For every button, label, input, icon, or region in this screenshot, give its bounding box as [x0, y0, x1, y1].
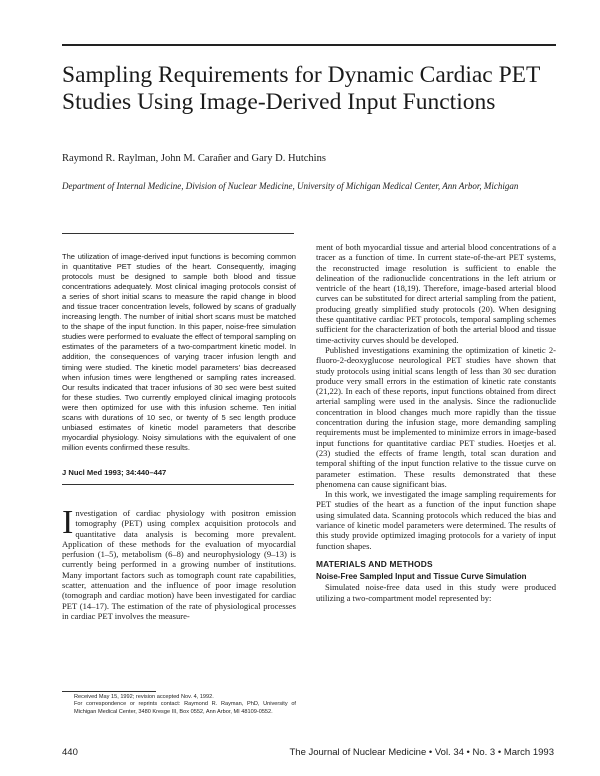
drop-cap: I: [62, 504, 74, 541]
body-paragraph-continued: ment of both myocardial tissue and arterial blood concentrations of a tracer as a function of time. In current state-of-the-art PET systems, the reconstructed image resolution is sufficient to enable the delineation of the radionuclide concentrations in the left atrium or ventricle of the heart (18,19). Therefore, image-based arterial blood curves can be substituted for direct arterial sampling from the patient, producing greatly simplified study protocols (20). When designing these quantitative cardiac PET protocols, temporal sampling schemes sufficient for the characterization of both the arterial blood and tissue time-activity curves should be developed.: [316, 242, 556, 345]
footnote-rule: [62, 691, 156, 692]
intro-paragraph-text: nvestigation of cardiac physiology with positron emission tomography (PET) using complex acquisition protocols and quantitative data analysis is becoming more prevalent. Application of these methods for the evaluation of myocardial perfusion (1–5), metabolism (6–8) and neurophysiology (9–13) is currently being performed in a growing number of institutions. Many important factors such as tomograph count rate capabilities, scatter, attenuation and the influence of poor image resolution (tomograph and cardiac motion) have been investigated for cardiac PET (14–17). The estimation of the rate of physiological processes in cardiac PET involves the measure-: [62, 508, 296, 621]
body-paragraph: In this work, we investigated the image sampling requirements for PET studies of the heart as a function of the input function shape using simulated data. Scanning protocols which reduced the bias and variance of kinetic model parameters were determined. The results of this study provide optimized imaging protocols for a variety of input function shapes.: [316, 489, 556, 551]
footnote: [62, 694, 296, 716]
journal-citation: J Nucl Med 1993; 34:440–447: [62, 468, 167, 477]
section-heading: MATERIALS AND METHODS: [316, 558, 433, 569]
intro-paragraph: [62, 504, 296, 621]
article-affiliation: Department of Internal Medicine, Division of Nuclear Medicine, University of Michigan Medical Center, Ann Arbor, Michigan: [62, 181, 519, 191]
top-rule: [62, 44, 556, 46]
article-title: Sampling Requirements for Dynamic Cardiac PET Studies Using Image-Derived Input Functions: [62, 62, 540, 115]
abstract-bottom-rule: [62, 484, 294, 485]
abstract-text: The utilization of image-derived input functions is becoming common in quantitative PET studies of the heart. Consequently, imaging protocols must be designed to sample both blood and tissue concentrations adequately. Most clinical imaging protocols consist of a series of short initial scans to measure the rapid change in blood and tissue tracer concentration levels, followed by scans of gradually increasing length. The number of initial short scans must be matched to the shape of the input function. In this paper, noise-free simulation studies were performed to evaluate the effect of temporal sampling on estimates of the parameters of a two-compartment kinetic model. In addition, the consequences of varying tracer infusion length and timing were studied. The kinetic model parameters' bias decreased when infusion times were lengthened or sampling rates increased. Our results indicated that tracer infusions of 30 sec were best suited for these studies. Two currently employed clinical imaging protocols were then optimized for use with this infusion scheme. Ten initial scans with durations of 10 sec, or twenty of 5 sec length produce unbiased estimates of kinetic model parameters that describe myocardial physiology. Noisy simulations with the equivalent of one million events confirmed these results.: [62, 252, 296, 452]
article-authors: Raymond R. Raylman, John M. Carañer and Gary D. Hutchins: [62, 153, 326, 164]
subsection-heading: Noise-Free Sampled Input and Tissue Curve Simulation: [316, 571, 527, 581]
abstract-top-rule: [62, 233, 294, 234]
page-number: 440: [62, 747, 78, 758]
footnote-received: Received May 15, 1992; revision accepted Nov. 4, 1992.: [74, 694, 214, 700]
body-paragraph: Simulated noise-free data used in this study were produced utilizing a two-compartment model represented by:: [316, 582, 556, 603]
right-column: [316, 242, 556, 603]
body-paragraph: Published investigations examining the optimization of kinetic 2-fluoro-2-deoxyglucose neurological PET studies have shown that study protocols using initial scans length of less than 30 sec duration produce very small errors in the estimation of kinetic rate constants (21,22). In each of these reports, input functions obtained from direct arterial sampling were used in the analysis. Since the radionuclide concentration in blood changes much more rapidly than the tissue concentration during the infusion stage, more demanding sampling requirements must be implemented to minimize errors in image-based input functions for quantitative cardiac PET studies. Hoetjes et al. (23) studied the effects of frame length, total scan duration and temporal shifting of the input function relative to the tissue curve on parameter estimation. These results demonstrated that these phenomena can cause significant bias.: [316, 344, 556, 489]
running-footer: The Journal of Nuclear Medicine • Vol. 34 • No. 3 • March 1993: [289, 747, 554, 758]
footnote-correspondence: For correspondence or reprints contact: Raymond R. Rayman, PhD, University of Michigan Medical Center, 3480 Kresge III, Box 0552, Ann Arbor, MI 48109-0552.: [74, 701, 296, 715]
